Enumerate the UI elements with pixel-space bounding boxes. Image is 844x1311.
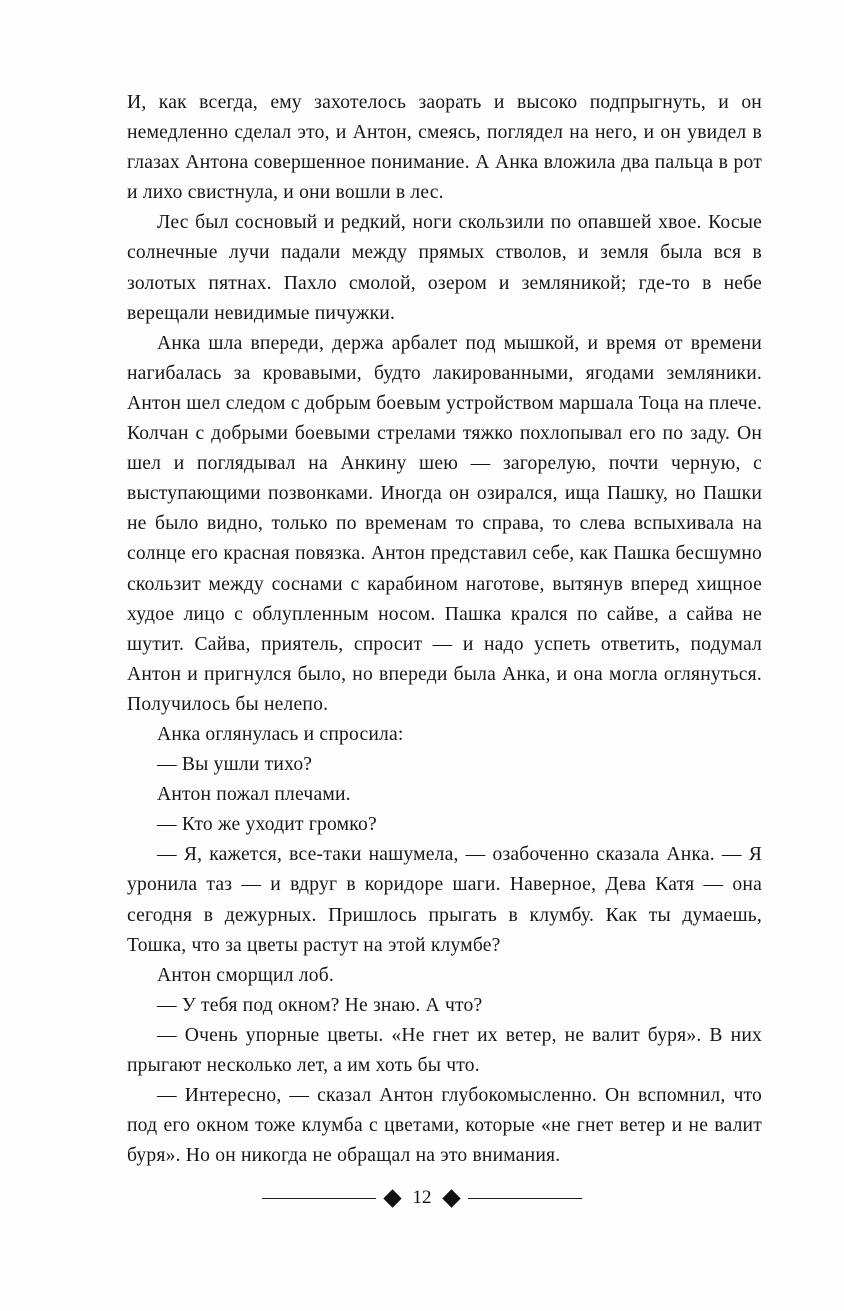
paragraph: Антон сморщил лоб. xyxy=(157,964,335,986)
paragraph-dialogue: — Я, кажется, все-таки нашумела, — озабоченно сказала Анка. — Я уронила таз — и вдруг в коридоре шаги. Наверное, Дева Катя — она сегодня в дежурных. Пришлось прыгать в клумбу. Как ты думаешь, Тошка, что за цветы растут на этой клумбе? xyxy=(127,844,762,956)
body-text-column xyxy=(127,88,762,1171)
paragraph: И, как всегда, ему захотелось заорать и высоко подпрыгнуть, и он немедленно сделал это, и Антон, смеясь, поглядел на него, и он увидел в глазах Антона совершенное понимание. А Анка вложила два пальца в рот и лихо свистнула, и они вошли в лес. xyxy=(127,92,762,204)
paragraph-dialogue: — У тебя под окном? Не знаю. А что? xyxy=(157,994,483,1016)
footer-ornament xyxy=(262,1187,582,1209)
diamond-icon xyxy=(442,1189,460,1207)
paragraph: Лес был сосновый и редкий, ноги скользили по опавшей хвое. Косые солнечные лучи падали между прямых стволов, и земля была вся в золотых пятнах. Пахло смолой, озером и земляникой; где-то в небе верещали невидимые пичужки. xyxy=(127,212,762,324)
footer-rule-right xyxy=(468,1198,582,1199)
paragraph: Анка шла впереди, держа арбалет под мышкой, и время от времени нагибалась за кровавыми, будто лакированными, ягодами земляники. Антон шел следом с добрым боевым устройством маршала Тоца на плече. Колчан с добрыми боевыми стрелами тяжко похлопывал его по заду. Он шел и поглядывал на Анкину шею — загорелую, почти черную, с выступающими позвонками. Иногда он озирался, ища Пашку, но Пашки не было видно, только по временам то справа, то слева вспыхивала на солнце его красная повязка. Антон представил себе, как Пашка бесшумно скользит между соснами с карабином наготове, вытянув вперед хищное худое лицо с облупленным носом. Пашка крался по сайве, а сайва не шутит. Сайва, приятель, спросит — и надо успеть ответить, подумал Антон и пригнулся было, но впереди была Анка, и она могла оглянуться. Получилось бы нелепо. xyxy=(127,332,762,715)
footer-rule-left xyxy=(262,1198,376,1199)
paragraph-dialogue: — Интересно, — сказал Антон глубокомысленно. Он вспомнил, что под его окном тоже клумба с цветами, которые «не гнет ветер и не валит буря». Но он никогда не обращал на это внимания. xyxy=(127,1085,762,1167)
paragraph-dialogue: — Очень упорные цветы. «Не гнет их ветер, не валит буря». В них прыгают несколько лет, а им хоть бы что. xyxy=(127,1024,762,1076)
page-number: 12 xyxy=(412,1187,432,1208)
page-footer xyxy=(0,1178,844,1218)
diamond-icon xyxy=(383,1189,401,1207)
paragraph-dialogue: — Вы ушли тихо? xyxy=(157,754,313,776)
paragraph: Анка оглянулась и спросила: xyxy=(157,723,404,745)
paragraph-dialogue: — Кто же уходит громко? xyxy=(157,814,377,836)
paragraph: Антон пожал плечами. xyxy=(157,784,351,806)
